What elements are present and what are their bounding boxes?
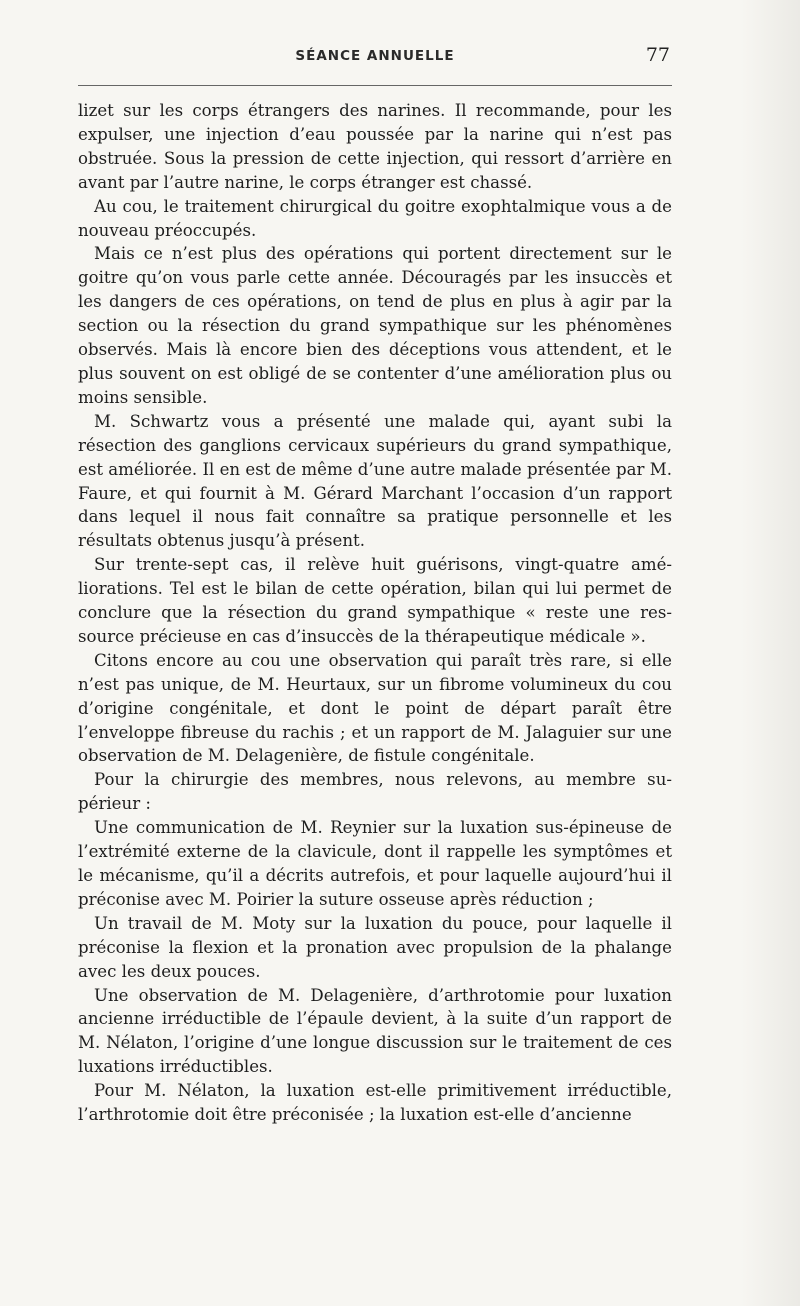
paragraph: Citons encore au cou une observation qui paraît très rare, si elle n’est pas unique, de M. Heurtaux, sur un fibrome volumineux du cou d’origine congénitale, et dont le point de départ paraît être l’enveloppe fibreuse du rachis ; et un rapport de M. Jalaguier sur une observation de M. Delagenière, de fistule congénitale. — [78, 650, 672, 766]
paragraph: Au cou, le traitement chirurgical du goitre exophtalmique vous a de nouveau préoccupés. — [78, 196, 672, 240]
body-text — [78, 99, 672, 1127]
paragraph: Pour la chirurgie des membres, nous relevons, au membre supérieur : — [78, 770, 672, 814]
paragraph: Un travail de M. Moty sur la luxation du pouce, pour laquelle il préconise la flexion et la pronation avec propulsion de la phalange avec les deux pouces. — [78, 913, 672, 981]
running-title: SÉANCE ANNUELLE — [295, 48, 455, 64]
paragraph: Mais ce n’est plus des opérations qui portent directement sur le goitre qu’on vous parle cette année. Découragés par les insuccès et les dangers de ces opérations, on tend de plus en plus à agir par la section ou la résection du grand sympathique sur les phénomènes observés. Mais là encore bien des déceptions vous attendent, et le plus souvent on est obligé de se contenter d’une amélioration plus ou moins sensible. — [78, 244, 672, 407]
paragraph: M. Schwartz vous a présenté une malade qui, ayant subi la résection des ganglions cervicaux supérieurs du grand sympathique, est améliorée. Il en est de même d’une autre malade présentée par M. Faure, et qui fournit à M. Gérard Marchant l’occasion d’un rapport dans lequel il nous fait connaître sa pratique personnelle et les résultats obtenus jusqu’à présent. — [78, 411, 672, 551]
paragraph: Pour M. Nélaton, la luxation est-elle primitivement irréductible, l’arthrotomie doit être préconisée ; la luxation est-elle d’ancienne — [78, 1081, 672, 1125]
page-edge-shading — [740, 0, 800, 1306]
paragraph: Sur trente-sept cas, il relève huit guérisons, vingt-quatre améliorations. Tel est le bilan de cette opération, bilan qui lui permet de conclure que la résection du grand sympathique « reste une ressource précieuse en cas d’insuccès de la thérapeutique médicale ». — [78, 555, 672, 646]
paragraph: Une communication de M. Reynier sur la luxation sus-épineuse de l’extrémité externe de la clavicule, dont il rappelle les symptômes et le mécanisme, qu’il a décrits autrefois, et pour laquelle aujourd’hui il préconise avec M. Poirier la suture osseuse après réduction ; — [78, 818, 672, 909]
page-number: 77 — [645, 44, 670, 66]
paragraph: lizet sur les corps étrangers des narines. Il recommande, pour les expulser, une injection d’eau poussée par la narine qui n’est pas obstruée. Sous la pression de cette injection, qui ressort d’arrière en avant par l’autre narine, le corps étranger est chassé. — [78, 101, 672, 192]
header-rule — [78, 85, 672, 86]
paragraph: Une observation de M. Delagenière, d’arthrotomie pour luxation ancienne irréductible de l’épaule devient, à la suite d’un rapport de M. Nélaton, l’origine d’une longue discussion sur le traitement de ces luxations irréductibles. — [78, 985, 672, 1077]
page-header — [78, 44, 672, 74]
